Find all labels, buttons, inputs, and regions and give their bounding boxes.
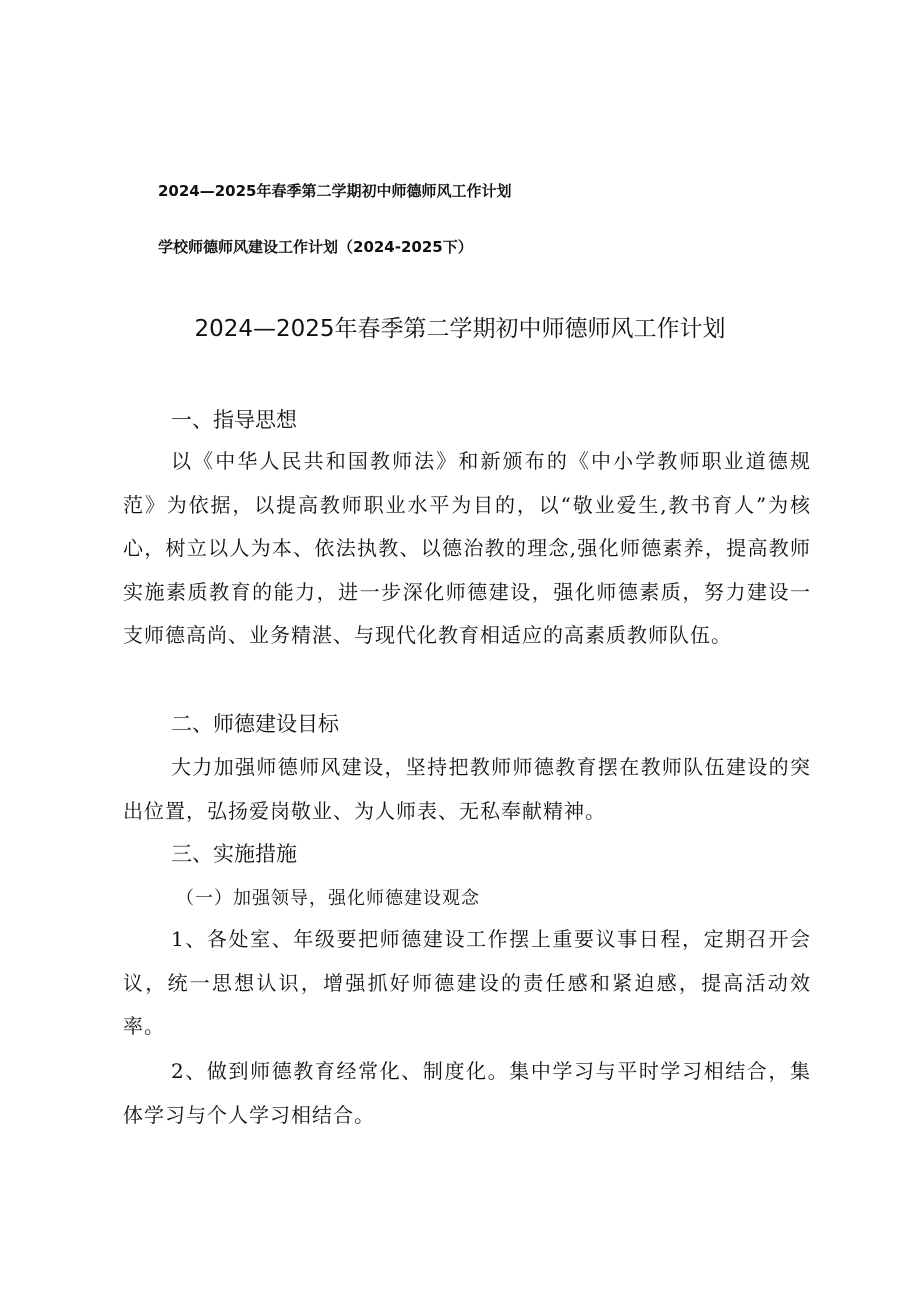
section-heading-measures: 三、实施措施 <box>171 842 297 866</box>
toc-entry-1: 2024—2025年春季第二学期初中师德师风工作计划 <box>158 182 512 200</box>
toc-entry-2: 学校师德师风建设工作计划（2024-2025下） <box>158 238 473 256</box>
section-heading-guiding-ideology: 一、指导思想 <box>171 408 297 432</box>
measure-item-2: 2、做到师德教育经常化、制度化。集中学习与平时学习相结合，集体学习与个人学习相结合。 <box>123 1059 811 1127</box>
measure-item-1: 1、各处室、年级要把师德建设工作摆上重要议事日程，定期召开会议，统一思想认识，增强抓好师德建设的责任感和紧迫感，提高活动效率。 <box>123 927 811 1039</box>
section-heading-goals: 二、师德建设目标 <box>171 712 339 736</box>
section-paragraph-guiding-ideology: 以《中华人民共和国教师法》和新颁布的《中小学教师职业道德规范》为依据，以提高教师职业水平为目的，以“敬业爱生,教书育人”为核心，树立以人为本、依法执教、以德治教的理念,强化师德素养，提高教师实施素质教育的能力，进一步深化师德建设，强化师德素质，努力建设一支师德高尚、业务精湛、与现代化教育相适应的高素质教师队伍。 <box>123 449 811 648</box>
subsection-heading-leadership: （一）加强领导，强化师德建设观念 <box>176 888 480 909</box>
document-title: 2024—2025年春季第二学期初中师德师风工作计划 <box>194 316 726 342</box>
section-paragraph-goals: 大力加强师德师风建设，坚持把教师师德教育摆在教师队伍建设的突出位置，弘扬爱岗敬业、为人师表、无私奉献精神。 <box>123 755 811 823</box>
